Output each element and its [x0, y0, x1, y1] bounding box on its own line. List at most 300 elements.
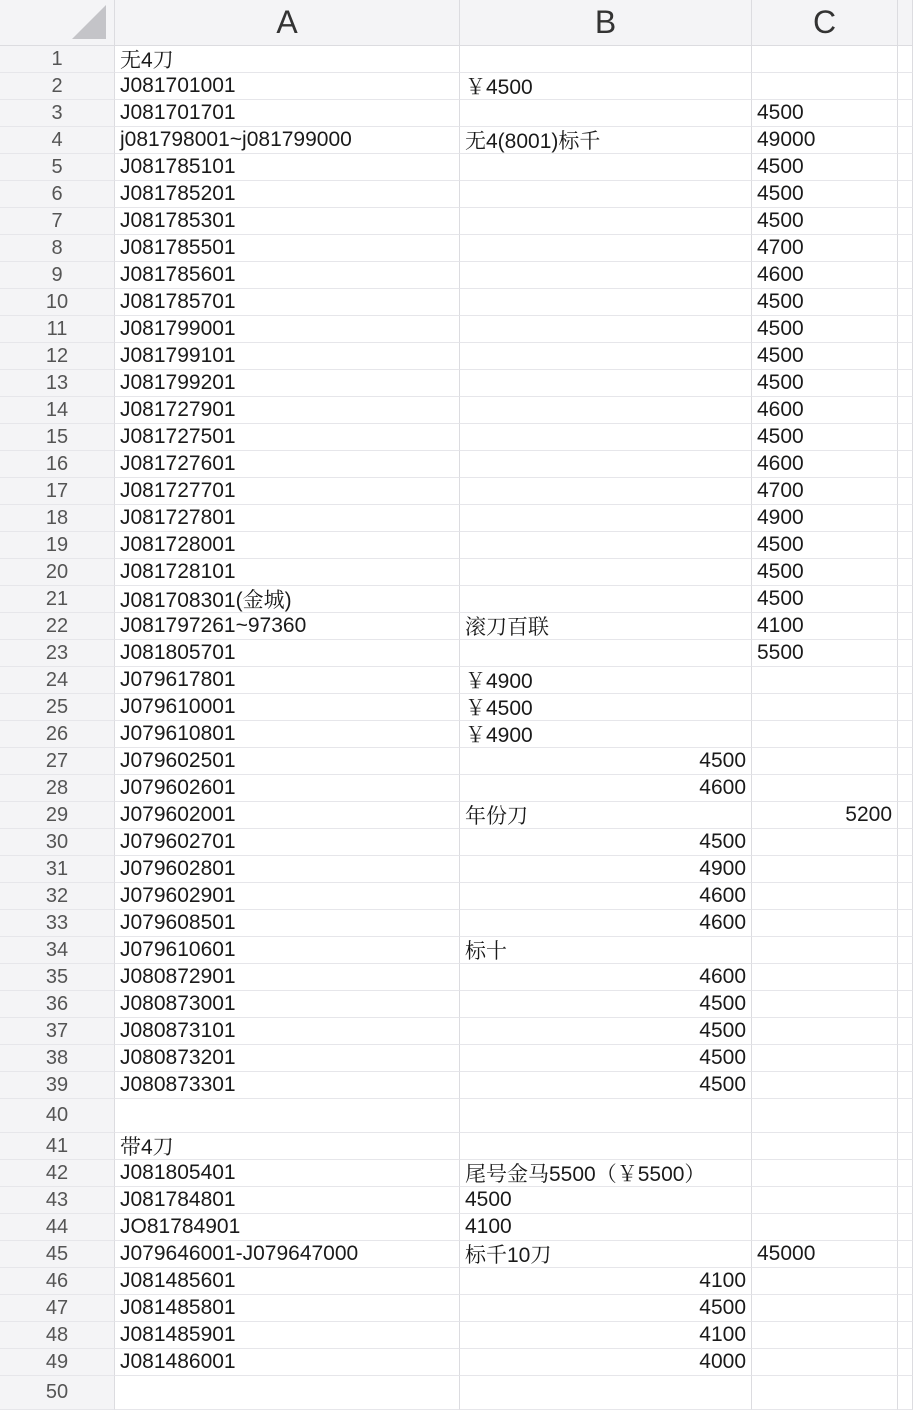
cell-a[interactable]: J081485601	[115, 1268, 460, 1295]
row-header[interactable]: 21	[0, 586, 115, 613]
cell-d[interactable]	[898, 343, 913, 370]
cell-b[interactable]: 4500	[460, 748, 752, 775]
cell-b[interactable]	[460, 154, 752, 181]
cell-b[interactable]: 4600	[460, 910, 752, 937]
cell-d[interactable]	[898, 532, 913, 559]
row-header[interactable]: 50	[0, 1376, 115, 1410]
cell-b[interactable]	[460, 235, 752, 262]
row-header[interactable]: 19	[0, 532, 115, 559]
cell-c[interactable]	[752, 991, 898, 1018]
cell-a[interactable]: J081708301(金城)	[115, 586, 460, 613]
cell-d[interactable]	[898, 181, 913, 208]
cell-d[interactable]	[898, 478, 913, 505]
cell-a[interactable]: J081485901	[115, 1322, 460, 1349]
row-header[interactable]: 15	[0, 424, 115, 451]
cell-d[interactable]	[898, 451, 913, 478]
cell-b[interactable]	[460, 316, 752, 343]
cell-d[interactable]	[898, 235, 913, 262]
row-header[interactable]: 11	[0, 316, 115, 343]
cell-a[interactable]: J080872901	[115, 964, 460, 991]
cell-c[interactable]	[752, 1018, 898, 1045]
cell-a[interactable]: J080873001	[115, 991, 460, 1018]
cell-c[interactable]: 4500	[752, 532, 898, 559]
row-header[interactable]: 9	[0, 262, 115, 289]
cell-a[interactable]: J081785101	[115, 154, 460, 181]
cell-a[interactable]: J079602601	[115, 775, 460, 802]
cell-b[interactable]: 年份刀	[460, 802, 752, 829]
cell-c[interactable]: 4700	[752, 235, 898, 262]
cell-c[interactable]: 4600	[752, 451, 898, 478]
cell-a[interactable]: J081728101	[115, 559, 460, 586]
cell-d[interactable]	[898, 937, 913, 964]
table-row	[0, 505, 913, 532]
cell-a[interactable]	[115, 1099, 460, 1133]
cell-c[interactable]	[752, 1349, 898, 1376]
cell-a[interactable]: J081485801	[115, 1295, 460, 1322]
cell-c[interactable]: 4500	[752, 181, 898, 208]
row-header[interactable]: 12	[0, 343, 115, 370]
cell-a[interactable]: J081728001	[115, 532, 460, 559]
cell-a[interactable]: J081805701	[115, 640, 460, 667]
cell-d[interactable]	[898, 262, 913, 289]
table-row	[0, 937, 913, 964]
cell-c[interactable]: 4900	[752, 505, 898, 532]
cell-b[interactable]: 尾号金马5500（￥5500）	[460, 1160, 752, 1187]
cell-d[interactable]	[898, 424, 913, 451]
row-header[interactable]: 7	[0, 208, 115, 235]
cell-d[interactable]	[898, 613, 913, 640]
cell-d[interactable]	[898, 991, 913, 1018]
cell-c[interactable]	[752, 883, 898, 910]
cell-b[interactable]	[460, 1099, 752, 1133]
cell-b[interactable]: 4500	[460, 1018, 752, 1045]
row-header[interactable]: 49	[0, 1349, 115, 1376]
cell-d[interactable]	[898, 1376, 913, 1410]
cell-a[interactable]: J081486001	[115, 1349, 460, 1376]
table-row	[0, 478, 913, 505]
row-header[interactable]: 6	[0, 181, 115, 208]
cell-c[interactable]	[752, 721, 898, 748]
cell-b[interactable]: 4600	[460, 775, 752, 802]
cell-c[interactable]	[752, 856, 898, 883]
cell-a[interactable]: J079608501	[115, 910, 460, 937]
row-header[interactable]: 34	[0, 937, 115, 964]
table-row	[0, 1214, 913, 1241]
cell-d[interactable]	[898, 1295, 913, 1322]
cell-a[interactable]: J079602901	[115, 883, 460, 910]
cell-b[interactable]	[460, 451, 752, 478]
cell-b[interactable]: ￥4900	[460, 721, 752, 748]
row-header[interactable]: 37	[0, 1018, 115, 1045]
cell-d[interactable]	[898, 1268, 913, 1295]
cell-c[interactable]	[752, 1268, 898, 1295]
table-row	[0, 1160, 913, 1187]
cell-c[interactable]	[752, 1295, 898, 1322]
cell-c[interactable]: 4500	[752, 289, 898, 316]
cell-d[interactable]	[898, 1099, 913, 1133]
table-row	[0, 1072, 913, 1099]
cell-b[interactable]	[460, 1133, 752, 1160]
cell-a[interactable]: J081799101	[115, 343, 460, 370]
table-row	[0, 73, 913, 100]
cell-b[interactable]	[460, 46, 752, 73]
cell-c[interactable]: 4600	[752, 397, 898, 424]
table-row	[0, 1045, 913, 1072]
cell-d[interactable]	[898, 1045, 913, 1072]
cell-d[interactable]	[898, 559, 913, 586]
cell-d[interactable]	[898, 127, 913, 154]
row-header[interactable]: 4	[0, 127, 115, 154]
table-row	[0, 127, 913, 154]
cell-c[interactable]	[752, 829, 898, 856]
cell-b[interactable]	[460, 424, 752, 451]
cell-c[interactable]: 4500	[752, 208, 898, 235]
cell-a[interactable]: J081785601	[115, 262, 460, 289]
cell-b[interactable]	[460, 559, 752, 586]
row-header[interactable]: 23	[0, 640, 115, 667]
table-row	[0, 208, 913, 235]
cell-c[interactable]	[752, 964, 898, 991]
cell-b[interactable]: 4900	[460, 856, 752, 883]
cell-d[interactable]	[898, 586, 913, 613]
row-header[interactable]: 43	[0, 1187, 115, 1214]
cell-a[interactable]: J079602001	[115, 802, 460, 829]
cell-b[interactable]: 标千10刀	[460, 1241, 752, 1268]
cell-a[interactable]: J081701701	[115, 100, 460, 127]
table-row	[0, 829, 913, 856]
row-header[interactable]: 26	[0, 721, 115, 748]
row-header[interactable]: 18	[0, 505, 115, 532]
row-header[interactable]: 8	[0, 235, 115, 262]
cell-d[interactable]	[898, 1160, 913, 1187]
cell-c[interactable]	[752, 694, 898, 721]
cell-b[interactable]: 滚刀百联	[460, 613, 752, 640]
row-header[interactable]: 44	[0, 1214, 115, 1241]
cell-a[interactable]: J079602701	[115, 829, 460, 856]
cell-b[interactable]: 4500	[460, 829, 752, 856]
table-row	[0, 964, 913, 991]
cell-b[interactable]: 4100	[460, 1322, 752, 1349]
row-header[interactable]: 2	[0, 73, 115, 100]
cell-d[interactable]	[898, 1241, 913, 1268]
cell-c[interactable]: 4500	[752, 154, 898, 181]
table-row	[0, 802, 913, 829]
cell-a[interactable]: J081701001	[115, 73, 460, 100]
table-row	[0, 154, 913, 181]
row-header[interactable]: 33	[0, 910, 115, 937]
cell-b[interactable]	[460, 370, 752, 397]
cell-c[interactable]	[752, 1160, 898, 1187]
row-header[interactable]: 1	[0, 46, 115, 73]
cell-a[interactable]: J079602501	[115, 748, 460, 775]
table-row	[0, 1268, 913, 1295]
cell-c[interactable]: 4500	[752, 586, 898, 613]
cell-b[interactable]	[460, 181, 752, 208]
table-row	[0, 424, 913, 451]
cell-b[interactable]	[460, 262, 752, 289]
cell-d[interactable]	[898, 721, 913, 748]
table-row	[0, 397, 913, 424]
cell-a[interactable]: J079610801	[115, 721, 460, 748]
cell-c[interactable]: 4500	[752, 424, 898, 451]
table-row	[0, 1349, 913, 1376]
row-header[interactable]: 29	[0, 802, 115, 829]
cell-b[interactable]: 4100	[460, 1268, 752, 1295]
cell-b[interactable]: ￥4900	[460, 667, 752, 694]
table-row	[0, 100, 913, 127]
row-header[interactable]: 46	[0, 1268, 115, 1295]
column-header-a[interactable]: A	[115, 0, 460, 46]
cell-a[interactable]: J081727801	[115, 505, 460, 532]
cell-c[interactable]	[752, 937, 898, 964]
cell-d[interactable]	[898, 856, 913, 883]
cell-c[interactable]: 4500	[752, 343, 898, 370]
cell-c[interactable]: 4100	[752, 613, 898, 640]
cell-a[interactable]: J080873201	[115, 1045, 460, 1072]
cell-c[interactable]: 4600	[752, 262, 898, 289]
table-row	[0, 46, 913, 73]
cell-b[interactable]: 无4(8001)标千	[460, 127, 752, 154]
cell-a[interactable]: J081784801	[115, 1187, 460, 1214]
table-row	[0, 289, 913, 316]
cell-a[interactable]: 无4刀	[115, 46, 460, 73]
cell-d[interactable]	[898, 802, 913, 829]
row-header[interactable]: 13	[0, 370, 115, 397]
cell-c[interactable]	[752, 667, 898, 694]
cell-a[interactable]: J081805401	[115, 1160, 460, 1187]
table-row	[0, 343, 913, 370]
cell-b[interactable]	[460, 532, 752, 559]
cell-b[interactable]	[460, 586, 752, 613]
row-header[interactable]: 38	[0, 1045, 115, 1072]
cell-b[interactable]: 4500	[460, 1045, 752, 1072]
cell-c[interactable]	[752, 1133, 898, 1160]
cell-d[interactable]	[898, 1214, 913, 1241]
cell-b[interactable]	[460, 208, 752, 235]
cell-c[interactable]	[752, 910, 898, 937]
cell-a[interactable]: J079646001-J079647000	[115, 1241, 460, 1268]
cell-d[interactable]	[898, 370, 913, 397]
cell-d[interactable]	[898, 289, 913, 316]
row-header[interactable]: 30	[0, 829, 115, 856]
cell-d[interactable]	[898, 316, 913, 343]
cell-a[interactable]: J081785201	[115, 181, 460, 208]
cell-b[interactable]: 4600	[460, 964, 752, 991]
cell-c[interactable]	[752, 1045, 898, 1072]
cell-d[interactable]	[898, 73, 913, 100]
cell-c[interactable]: 4500	[752, 100, 898, 127]
cell-d[interactable]	[898, 694, 913, 721]
cell-c[interactable]	[752, 46, 898, 73]
row-header[interactable]: 39	[0, 1072, 115, 1099]
row-header[interactable]: 45	[0, 1241, 115, 1268]
table-row	[0, 910, 913, 937]
row-header[interactable]: 17	[0, 478, 115, 505]
cell-a[interactable]: J081799001	[115, 316, 460, 343]
cell-a[interactable]: J081727701	[115, 478, 460, 505]
cell-d[interactable]	[898, 208, 913, 235]
cell-c[interactable]: 4700	[752, 478, 898, 505]
row-header[interactable]: 48	[0, 1322, 115, 1349]
cell-c[interactable]	[752, 73, 898, 100]
cell-b[interactable]	[460, 397, 752, 424]
cell-a[interactable]: J079617801	[115, 667, 460, 694]
cell-c[interactable]	[752, 1376, 898, 1410]
table-row	[0, 1187, 913, 1214]
cell-a[interactable]: J079610601	[115, 937, 460, 964]
cell-c[interactable]: 4500	[752, 370, 898, 397]
cell-a[interactable]: J080873101	[115, 1018, 460, 1045]
cell-a[interactable]: J080873301	[115, 1072, 460, 1099]
row-header[interactable]: 28	[0, 775, 115, 802]
cell-b[interactable]	[460, 343, 752, 370]
row-header[interactable]: 31	[0, 856, 115, 883]
row-header[interactable]: 42	[0, 1160, 115, 1187]
cell-b[interactable]: 4500	[460, 1187, 752, 1214]
table-row	[0, 451, 913, 478]
cell-c[interactable]: 4500	[752, 559, 898, 586]
cell-a[interactable]: J081785701	[115, 289, 460, 316]
row-header[interactable]: 32	[0, 883, 115, 910]
cell-d[interactable]	[898, 883, 913, 910]
cell-c[interactable]: 4500	[752, 316, 898, 343]
cell-b[interactable]: 4100	[460, 1214, 752, 1241]
cell-b[interactable]: 4500	[460, 1295, 752, 1322]
row-header[interactable]: 16	[0, 451, 115, 478]
cell-d[interactable]	[898, 640, 913, 667]
cell-c[interactable]	[752, 1099, 898, 1133]
table-row	[0, 559, 913, 586]
cell-d[interactable]	[898, 964, 913, 991]
cell-b[interactable]: 4500	[460, 991, 752, 1018]
cell-a[interactable]	[115, 1376, 460, 1410]
table-row	[0, 883, 913, 910]
table-row	[0, 613, 913, 640]
cell-d[interactable]	[898, 775, 913, 802]
cell-a[interactable]: J081727501	[115, 424, 460, 451]
row-header[interactable]: 40	[0, 1099, 115, 1133]
cell-b[interactable]: ￥4500	[460, 694, 752, 721]
cell-b[interactable]: 4500	[460, 1072, 752, 1099]
cell-b[interactable]: ￥4500	[460, 73, 752, 100]
cell-a[interactable]: J081727601	[115, 451, 460, 478]
table-row	[0, 991, 913, 1018]
cell-d[interactable]	[898, 748, 913, 775]
cell-a[interactable]: J079610001	[115, 694, 460, 721]
cell-d[interactable]	[898, 1072, 913, 1099]
table-row	[0, 748, 913, 775]
table-row	[0, 1322, 913, 1349]
cell-c[interactable]: 45000	[752, 1241, 898, 1268]
table-row	[0, 694, 913, 721]
row-header[interactable]: 36	[0, 991, 115, 1018]
row-header[interactable]: 10	[0, 289, 115, 316]
table-row	[0, 1376, 913, 1410]
table-row	[0, 532, 913, 559]
cell-c[interactable]	[752, 1187, 898, 1214]
table-row	[0, 1099, 913, 1133]
cell-a[interactable]: J081785301	[115, 208, 460, 235]
cell-b[interactable]	[460, 289, 752, 316]
cell-c[interactable]	[752, 775, 898, 802]
cell-c[interactable]	[752, 748, 898, 775]
select-all-corner[interactable]	[0, 0, 115, 46]
cell-d[interactable]	[898, 100, 913, 127]
column-header-b[interactable]: B	[460, 0, 752, 46]
table-row	[0, 667, 913, 694]
row-header[interactable]: 3	[0, 100, 115, 127]
cell-b[interactable]	[460, 640, 752, 667]
cell-d[interactable]	[898, 154, 913, 181]
cell-b[interactable]	[460, 100, 752, 127]
table-row	[0, 235, 913, 262]
column-header-d[interactable]	[898, 0, 913, 46]
row-header[interactable]: 20	[0, 559, 115, 586]
cell-a[interactable]: J081799201	[115, 370, 460, 397]
row-header[interactable]: 24	[0, 667, 115, 694]
cell-d[interactable]	[898, 1133, 913, 1160]
cell-a[interactable]: J081797261~97360	[115, 613, 460, 640]
table-row	[0, 856, 913, 883]
row-header[interactable]: 22	[0, 613, 115, 640]
column-header-c[interactable]: C	[752, 0, 898, 46]
row-header[interactable]: 25	[0, 694, 115, 721]
cell-d[interactable]	[898, 505, 913, 532]
row-header[interactable]: 41	[0, 1133, 115, 1160]
cell-a[interactable]: 带4刀	[115, 1133, 460, 1160]
cell-b[interactable]	[460, 505, 752, 532]
table-row	[0, 181, 913, 208]
cell-a[interactable]: J079602801	[115, 856, 460, 883]
cell-b[interactable]	[460, 478, 752, 505]
cell-a[interactable]: J081785501	[115, 235, 460, 262]
cell-d[interactable]	[898, 667, 913, 694]
cell-c[interactable]	[752, 1072, 898, 1099]
row-header[interactable]: 27	[0, 748, 115, 775]
cell-d[interactable]	[898, 1187, 913, 1214]
table-row	[0, 1241, 913, 1268]
cell-b[interactable]: 标十	[460, 937, 752, 964]
cell-d[interactable]	[898, 46, 913, 73]
cell-d[interactable]	[898, 1349, 913, 1376]
cell-d[interactable]	[898, 910, 913, 937]
cell-c[interactable]: 49000	[752, 127, 898, 154]
cell-b[interactable]: 4600	[460, 883, 752, 910]
cell-c[interactable]: 5500	[752, 640, 898, 667]
table-row	[0, 775, 913, 802]
cell-b[interactable]: 4000	[460, 1349, 752, 1376]
cell-c[interactable]: 5200	[752, 802, 898, 829]
cell-d[interactable]	[898, 829, 913, 856]
row-header[interactable]: 35	[0, 964, 115, 991]
table-row	[0, 262, 913, 289]
cell-a[interactable]: JO81784901	[115, 1214, 460, 1241]
cell-b[interactable]	[460, 1376, 752, 1410]
table-row	[0, 1018, 913, 1045]
cell-d[interactable]	[898, 1018, 913, 1045]
table-row	[0, 316, 913, 343]
table-row	[0, 640, 913, 667]
cell-a[interactable]: J081727901	[115, 397, 460, 424]
cell-d[interactable]	[898, 397, 913, 424]
cell-c[interactable]	[752, 1322, 898, 1349]
row-header[interactable]: 47	[0, 1295, 115, 1322]
row-header[interactable]: 5	[0, 154, 115, 181]
row-header[interactable]: 14	[0, 397, 115, 424]
cell-a[interactable]: j081798001~j081799000	[115, 127, 460, 154]
cell-c[interactable]	[752, 1214, 898, 1241]
cell-d[interactable]	[898, 1322, 913, 1349]
